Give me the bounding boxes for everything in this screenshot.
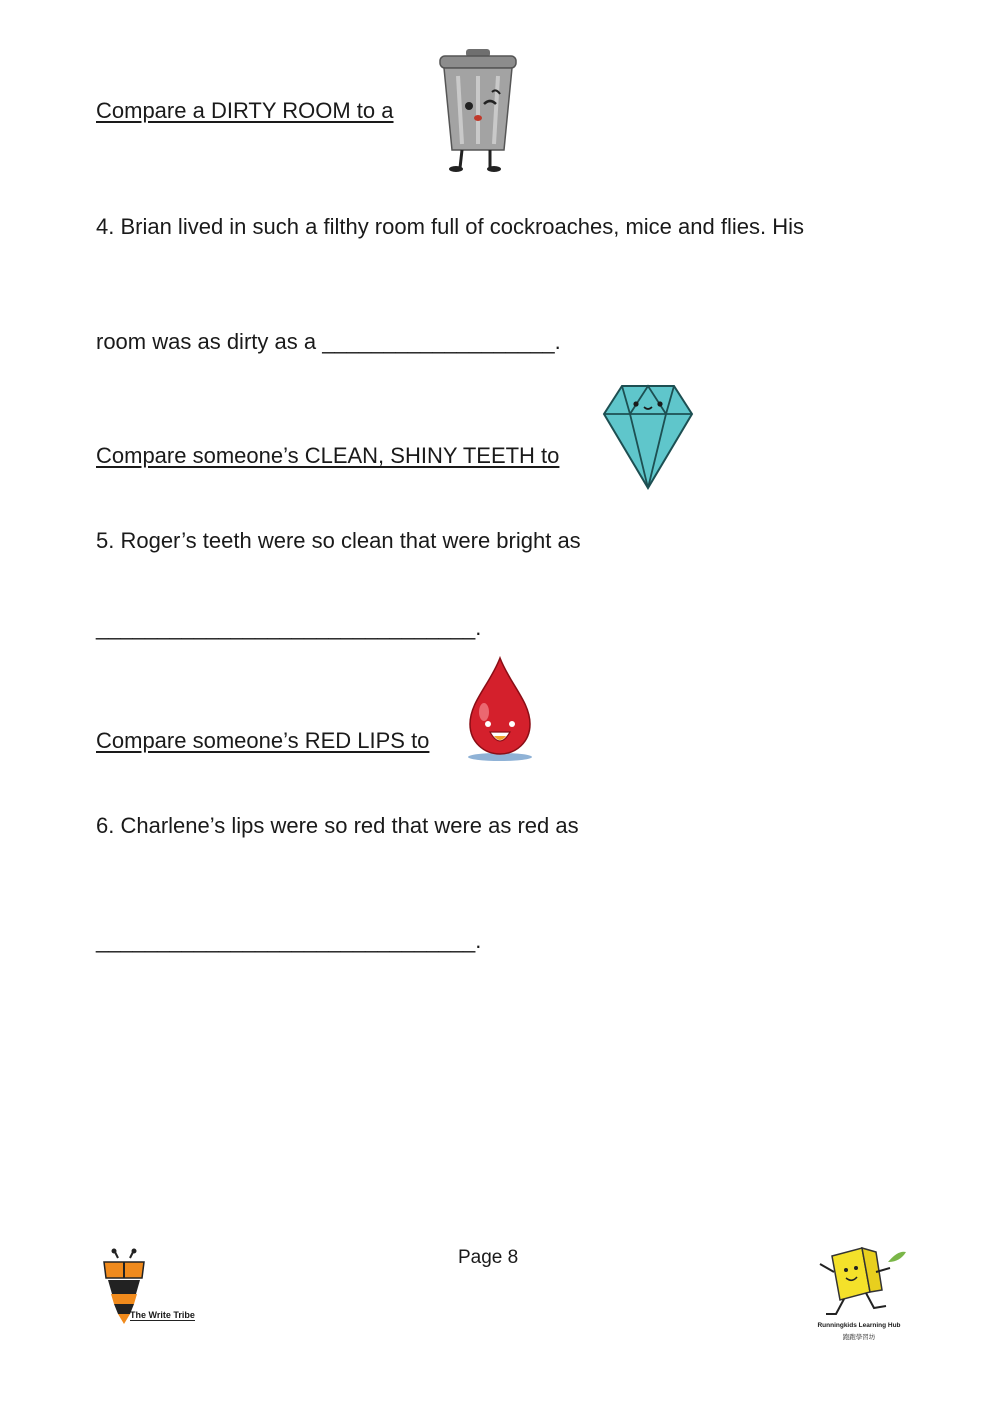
trash-can-icon	[432, 46, 524, 174]
heading-shiny-teeth: Compare someone’s CLEAN, SHINY TEETH to	[96, 443, 560, 468]
heading-red-lips: Compare someone’s RED LIPS to	[96, 728, 430, 753]
runningkids-logo	[806, 1242, 916, 1346]
blood-drop-icon	[460, 654, 540, 764]
write-tribe-logo	[96, 1248, 216, 1332]
runningkids-logo-text-zh: 跑跑學習坊	[842, 1334, 876, 1341]
question-5-line-1: 5. Roger’s teeth were so clean that were bright as	[96, 528, 581, 553]
question-5-line-2: _______________________________.	[96, 615, 482, 640]
page-number: Page 8	[458, 1247, 519, 1268]
question-4-line-1: 4. Brian lived in such a filthy room full of cockroaches, mice and flies. His	[96, 214, 804, 239]
runningkids-logo-text-en: Runningkids Learning Hub	[817, 1322, 901, 1329]
heading-dirty-room: Compare a DIRTY ROOM to a	[96, 98, 394, 123]
running-book-icon	[810, 1242, 910, 1322]
diamond-icon	[600, 382, 696, 492]
question-6-line-1: 6. Charlene’s lips were so red that were as red as	[96, 813, 579, 838]
question-6-line-2: _______________________________.	[96, 928, 482, 953]
question-4-line-2: room was as dirty as a ___________________.	[96, 329, 561, 354]
write-tribe-logo-text: The Write Tribe	[130, 1310, 195, 1320]
